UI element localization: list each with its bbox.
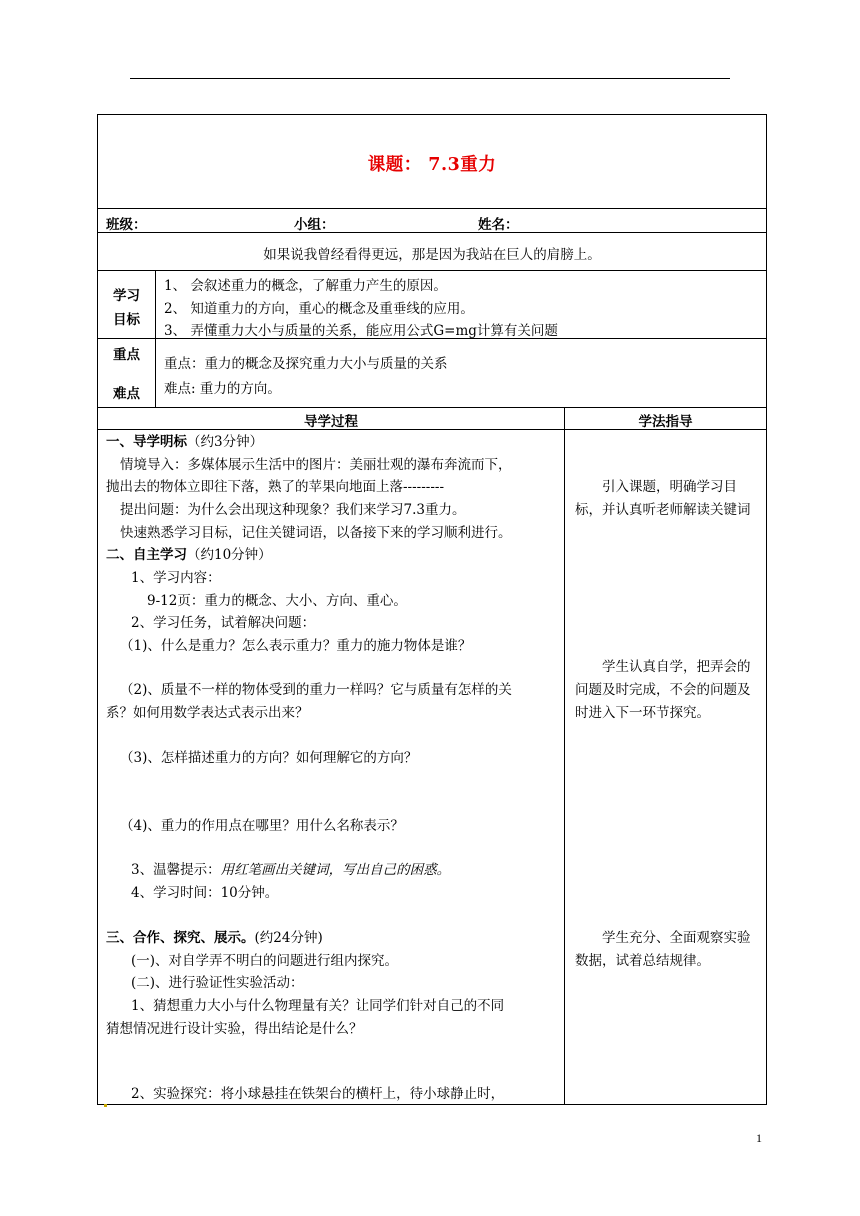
info-row — [98, 209, 766, 233]
scene-intro-line-1: 情境导入：多媒体展示生活中的图片：美丽壮观的瀑布奔流而下， — [120, 457, 512, 473]
group-inquiry: (一)、对自学弄不明白的问题进行组内探究。 — [131, 953, 399, 969]
marker-dot — [104, 1085, 107, 1107]
goal-item-2: 2、 知道重力的方向，重心的概念及重垂线的应用。 — [164, 301, 474, 317]
guidance-2: 学生认真自学，把弄会的问题及时完成，不会的问题及时进入下一环节探究。 — [575, 659, 751, 721]
guidance-1: 引入课题，明确学习目标，并认真听老师解读关键词 — [575, 479, 751, 518]
guidance-header: 学法指导 — [638, 414, 693, 430]
group-label: 小组： — [294, 217, 335, 233]
key-points-label: 重点 难点 — [98, 339, 156, 407]
key-points-content — [156, 339, 766, 407]
scene-intro-line-2: 抛出去的物体立即往下落，熟了的苹果向地面上落--------- — [106, 479, 445, 495]
goal-item-3: 3、 弄懂重力大小与质量的关系，能应用公式G=mg计算有关问题 — [164, 323, 558, 339]
question-2-line-2: 系？如何用数学表达式表示出来？ — [106, 705, 309, 721]
process-header: 导学过程 — [304, 414, 358, 430]
section-3-heading: 三、合作、探究、展示。(约24分钟) — [106, 930, 323, 946]
question-2-line-1: （2)、质量不一样的物体受到的重力一样吗？它与质量有怎样的关 — [120, 682, 512, 698]
question-1: （1)、什么是重力？怎么表示重力？重力的施力物体是谁？ — [120, 638, 472, 654]
class-label: 班级： — [106, 217, 147, 233]
question-4: （4)、重力的作用点在哪里？用什么名称表示？ — [120, 818, 404, 834]
key-point-text: 重点：重力的概念及探究重力大小与质量的关系 — [164, 356, 448, 372]
study-content-label: 1、学习内容： — [131, 570, 221, 586]
lesson-title: 课题： 7.3重力 — [367, 155, 497, 175]
goals-label: 学习 目标 — [98, 271, 156, 338]
hypothesis-line-2: 猜想情况进行设计实验，得出结论是什么？ — [106, 1021, 363, 1037]
question-3: （3)、怎样描述重力的方向？如何理解它的方向？ — [120, 750, 418, 766]
goals-content — [156, 271, 766, 338]
motto-quote: 如果说我曾经看得更远，那是因为我站在巨人的肩膀上。 — [263, 247, 601, 263]
guidance-3: 学生充分、全面观察实验数据，试着总结规律。 — [575, 930, 751, 969]
hypothesis-line-1: 1、猜想重力大小与什么物理量有关？让同学们针对自己的不同 — [131, 998, 505, 1014]
experiment-activity: (二)、进行验证性实验活动： — [131, 975, 304, 991]
header-rule — [130, 78, 730, 79]
page-number: 1 — [756, 1131, 762, 1145]
study-content-pages: 9-12页：重力的概念、大小、方向、重心。 — [147, 593, 407, 609]
goal-familiarize: 快速熟悉学习目标，记住关键词语，以备接下来的学习顺利进行。 — [120, 525, 512, 541]
name-label: 姓名： — [478, 217, 519, 233]
table-header-row — [98, 408, 766, 430]
goal-item-1: 1、 会叙述重力的概念，了解重力产生的原因。 — [164, 278, 447, 294]
study-task-label: 2、学习任务，试着解决问题： — [131, 615, 316, 631]
lesson-plan-table — [97, 114, 767, 1105]
process-column — [98, 430, 565, 1104]
goals-row — [98, 271, 766, 339]
difficulty-text: 难点: 重力的方向。 — [164, 381, 281, 397]
warm-tip: 3、温馨提示：用红笔画出关键词，写出自己的困惑。 — [131, 862, 451, 878]
section-1-heading: 一、导学明标（约3分钟） — [106, 434, 264, 450]
title-row — [98, 115, 766, 209]
section-2-heading: 二、自主学习（约10分钟） — [106, 547, 272, 563]
question-raise: 提出问题：为什么会出现这种现象？我们来学习7.3重力。 — [120, 502, 466, 518]
key-points-row — [98, 339, 766, 408]
table-body-row — [98, 430, 766, 1104]
study-time: 4、学习时间：10分钟。 — [131, 885, 279, 901]
guidance-column — [565, 430, 766, 1104]
quote-row — [98, 233, 766, 271]
experiment-step-2: 2、实验探究：将小球悬挂在铁架台的横杆上，待小球静止时， — [131, 1086, 505, 1102]
